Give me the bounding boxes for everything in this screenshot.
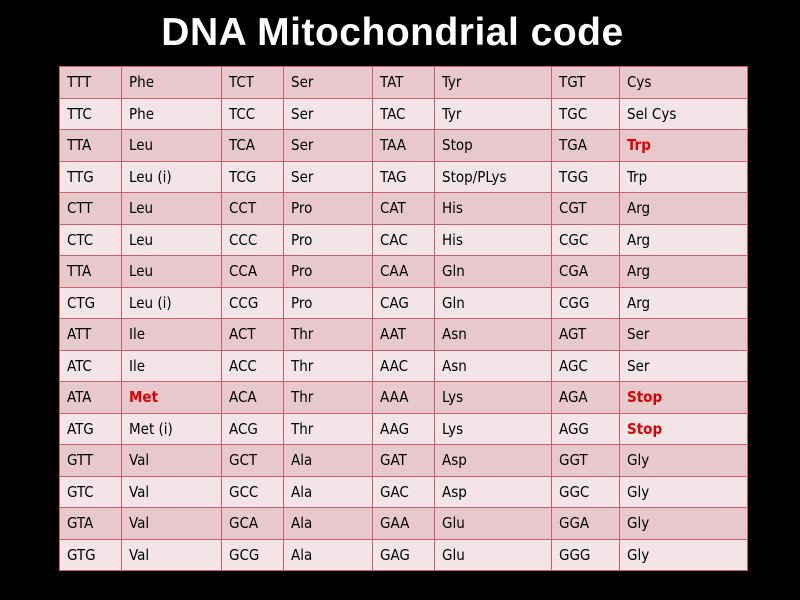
codon-cell: GGA	[552, 508, 620, 540]
codon-cell: TGT	[552, 67, 620, 99]
codon-cell: GTC	[60, 476, 122, 508]
amino-acid-cell: Pro	[284, 287, 373, 319]
amino-acid-cell: Leu	[122, 224, 222, 256]
amino-acid-cell: Val	[122, 445, 222, 477]
amino-acid-cell: Ala	[284, 476, 373, 508]
amino-acid-cell: Lys	[435, 382, 552, 414]
table-row	[60, 224, 748, 256]
table-row	[60, 67, 748, 99]
amino-acid-cell: Phe	[122, 98, 222, 130]
amino-acid-cell: Val	[122, 508, 222, 540]
codon-cell: TTA	[60, 130, 122, 162]
codon-cell: TGG	[552, 161, 620, 193]
amino-acid-cell: Arg	[620, 256, 748, 288]
codon-cell: CCC	[222, 224, 284, 256]
amino-acid-cell: Gly	[620, 508, 748, 540]
codon-cell: GTA	[60, 508, 122, 540]
table-row	[60, 476, 748, 508]
amino-acid-cell: Met (i)	[122, 413, 222, 445]
codon-cell: CGC	[552, 224, 620, 256]
amino-acid-cell: Leu (i)	[122, 287, 222, 319]
codon-cell: AGG	[552, 413, 620, 445]
amino-acid-cell: Trp	[620, 130, 748, 162]
table-row	[60, 445, 748, 477]
codon-cell: CAA	[373, 256, 435, 288]
codon-cell: AAG	[373, 413, 435, 445]
amino-acid-cell: Ala	[284, 508, 373, 540]
codon-cell: TAC	[373, 98, 435, 130]
page-title: DNA Mitochondrial code	[161, 11, 624, 54]
amino-acid-cell: Gly	[620, 539, 748, 571]
amino-acid-cell: Lys	[435, 413, 552, 445]
amino-acid-cell: Ser	[284, 98, 373, 130]
amino-acid-cell: Stop	[620, 382, 748, 414]
amino-acid-cell: Arg	[620, 287, 748, 319]
amino-acid-cell: Pro	[284, 193, 373, 225]
codon-cell: GGT	[552, 445, 620, 477]
amino-acid-cell: Ala	[284, 445, 373, 477]
codon-cell: TCA	[222, 130, 284, 162]
codon-cell: GAA	[373, 508, 435, 540]
table-row	[60, 161, 748, 193]
amino-acid-cell: Ser	[620, 350, 748, 382]
amino-acid-cell: Ile	[122, 319, 222, 351]
codon-cell: AGA	[552, 382, 620, 414]
amino-acid-cell: Met	[122, 382, 222, 414]
codon-cell: GAT	[373, 445, 435, 477]
codon-cell: ACA	[222, 382, 284, 414]
amino-acid-cell: Gln	[435, 287, 552, 319]
amino-acid-cell: Asn	[435, 319, 552, 351]
amino-acid-cell: Thr	[284, 382, 373, 414]
amino-acid-cell: Pro	[284, 224, 373, 256]
codon-cell: TAG	[373, 161, 435, 193]
table-row	[60, 350, 748, 382]
codon-cell: AAT	[373, 319, 435, 351]
amino-acid-cell: Ile	[122, 350, 222, 382]
table-row	[60, 287, 748, 319]
amino-acid-cell: Ser	[284, 161, 373, 193]
codon-cell: CGT	[552, 193, 620, 225]
codon-cell: AGT	[552, 319, 620, 351]
amino-acid-cell: Glu	[435, 508, 552, 540]
codon-cell: CCG	[222, 287, 284, 319]
table-row	[60, 256, 748, 288]
codon-cell: CAC	[373, 224, 435, 256]
amino-acid-cell: Cys	[620, 67, 748, 99]
codon-cell: TAA	[373, 130, 435, 162]
codon-cell: GTT	[60, 445, 122, 477]
codon-cell: TTT	[60, 67, 122, 99]
amino-acid-cell: Tyr	[435, 67, 552, 99]
codon-cell: ATG	[60, 413, 122, 445]
table-row	[60, 130, 748, 162]
amino-acid-cell: Arg	[620, 193, 748, 225]
amino-acid-cell: Leu	[122, 256, 222, 288]
codon-cell: ACC	[222, 350, 284, 382]
amino-acid-cell: Arg	[620, 224, 748, 256]
amino-acid-cell: Asp	[435, 445, 552, 477]
codon-cell: GAG	[373, 539, 435, 571]
amino-acid-cell: Val	[122, 476, 222, 508]
amino-acid-cell: Ser	[284, 130, 373, 162]
amino-acid-cell: Asn	[435, 350, 552, 382]
amino-acid-cell: Tyr	[435, 98, 552, 130]
codon-cell: GAC	[373, 476, 435, 508]
codon-cell: CAT	[373, 193, 435, 225]
codon-cell: GCC	[222, 476, 284, 508]
codon-cell: GTG	[60, 539, 122, 571]
codon-cell: CCT	[222, 193, 284, 225]
amino-acid-cell: Stop	[620, 413, 748, 445]
amino-acid-cell: Ser	[284, 67, 373, 99]
amino-acid-cell: Stop/PLys	[435, 161, 552, 193]
table-row	[60, 319, 748, 351]
codon-cell: CGA	[552, 256, 620, 288]
codon-cell: CAG	[373, 287, 435, 319]
codon-cell: ACG	[222, 413, 284, 445]
codon-cell: GGG	[552, 539, 620, 571]
amino-acid-cell: Gly	[620, 445, 748, 477]
amino-acid-cell: Val	[122, 539, 222, 571]
table-row	[60, 382, 748, 414]
codon-cell: AAC	[373, 350, 435, 382]
codon-cell: AAA	[373, 382, 435, 414]
codon-cell: TTC	[60, 98, 122, 130]
amino-acid-cell: Leu (i)	[122, 161, 222, 193]
table-row	[60, 539, 748, 571]
codon-cell: ATA	[60, 382, 122, 414]
amino-acid-cell: Phe	[122, 67, 222, 99]
codon-cell: TGA	[552, 130, 620, 162]
codon-cell: CGG	[552, 287, 620, 319]
codon-cell: CTC	[60, 224, 122, 256]
codon-cell: TAT	[373, 67, 435, 99]
table-row	[60, 98, 748, 130]
amino-acid-cell: Asp	[435, 476, 552, 508]
codon-cell: TTG	[60, 161, 122, 193]
amino-acid-cell: Thr	[284, 413, 373, 445]
codon-cell: TCT	[222, 67, 284, 99]
codon-cell: ATT	[60, 319, 122, 351]
amino-acid-cell: Trp	[620, 161, 748, 193]
codon-cell: ACT	[222, 319, 284, 351]
codon-cell: AGC	[552, 350, 620, 382]
codon-table-body	[60, 67, 748, 571]
codon-cell: TCC	[222, 98, 284, 130]
codon-cell: GCT	[222, 445, 284, 477]
codon-cell: GGC	[552, 476, 620, 508]
codon-cell: CCA	[222, 256, 284, 288]
amino-acid-cell: Leu	[122, 193, 222, 225]
amino-acid-cell: Glu	[435, 539, 552, 571]
table-row	[60, 193, 748, 225]
codon-cell: TTA	[60, 256, 122, 288]
codon-cell: TGC	[552, 98, 620, 130]
amino-acid-cell: Gly	[620, 476, 748, 508]
table-row	[60, 508, 748, 540]
codon-cell: CTT	[60, 193, 122, 225]
amino-acid-cell: Gln	[435, 256, 552, 288]
amino-acid-cell: His	[435, 224, 552, 256]
amino-acid-cell: Stop	[435, 130, 552, 162]
amino-acid-cell: Pro	[284, 256, 373, 288]
amino-acid-cell: Ser	[620, 319, 748, 351]
amino-acid-cell: Leu	[122, 130, 222, 162]
amino-acid-cell: Ala	[284, 539, 373, 571]
table-row	[60, 413, 748, 445]
codon-cell: CTG	[60, 287, 122, 319]
amino-acid-cell: Thr	[284, 350, 373, 382]
codon-cell: ATC	[60, 350, 122, 382]
codon-cell: TCG	[222, 161, 284, 193]
amino-acid-cell: Sel Cys	[620, 98, 748, 130]
codon-table	[59, 66, 748, 571]
codon-cell: GCG	[222, 539, 284, 571]
amino-acid-cell: His	[435, 193, 552, 225]
codon-cell: GCA	[222, 508, 284, 540]
amino-acid-cell: Thr	[284, 319, 373, 351]
